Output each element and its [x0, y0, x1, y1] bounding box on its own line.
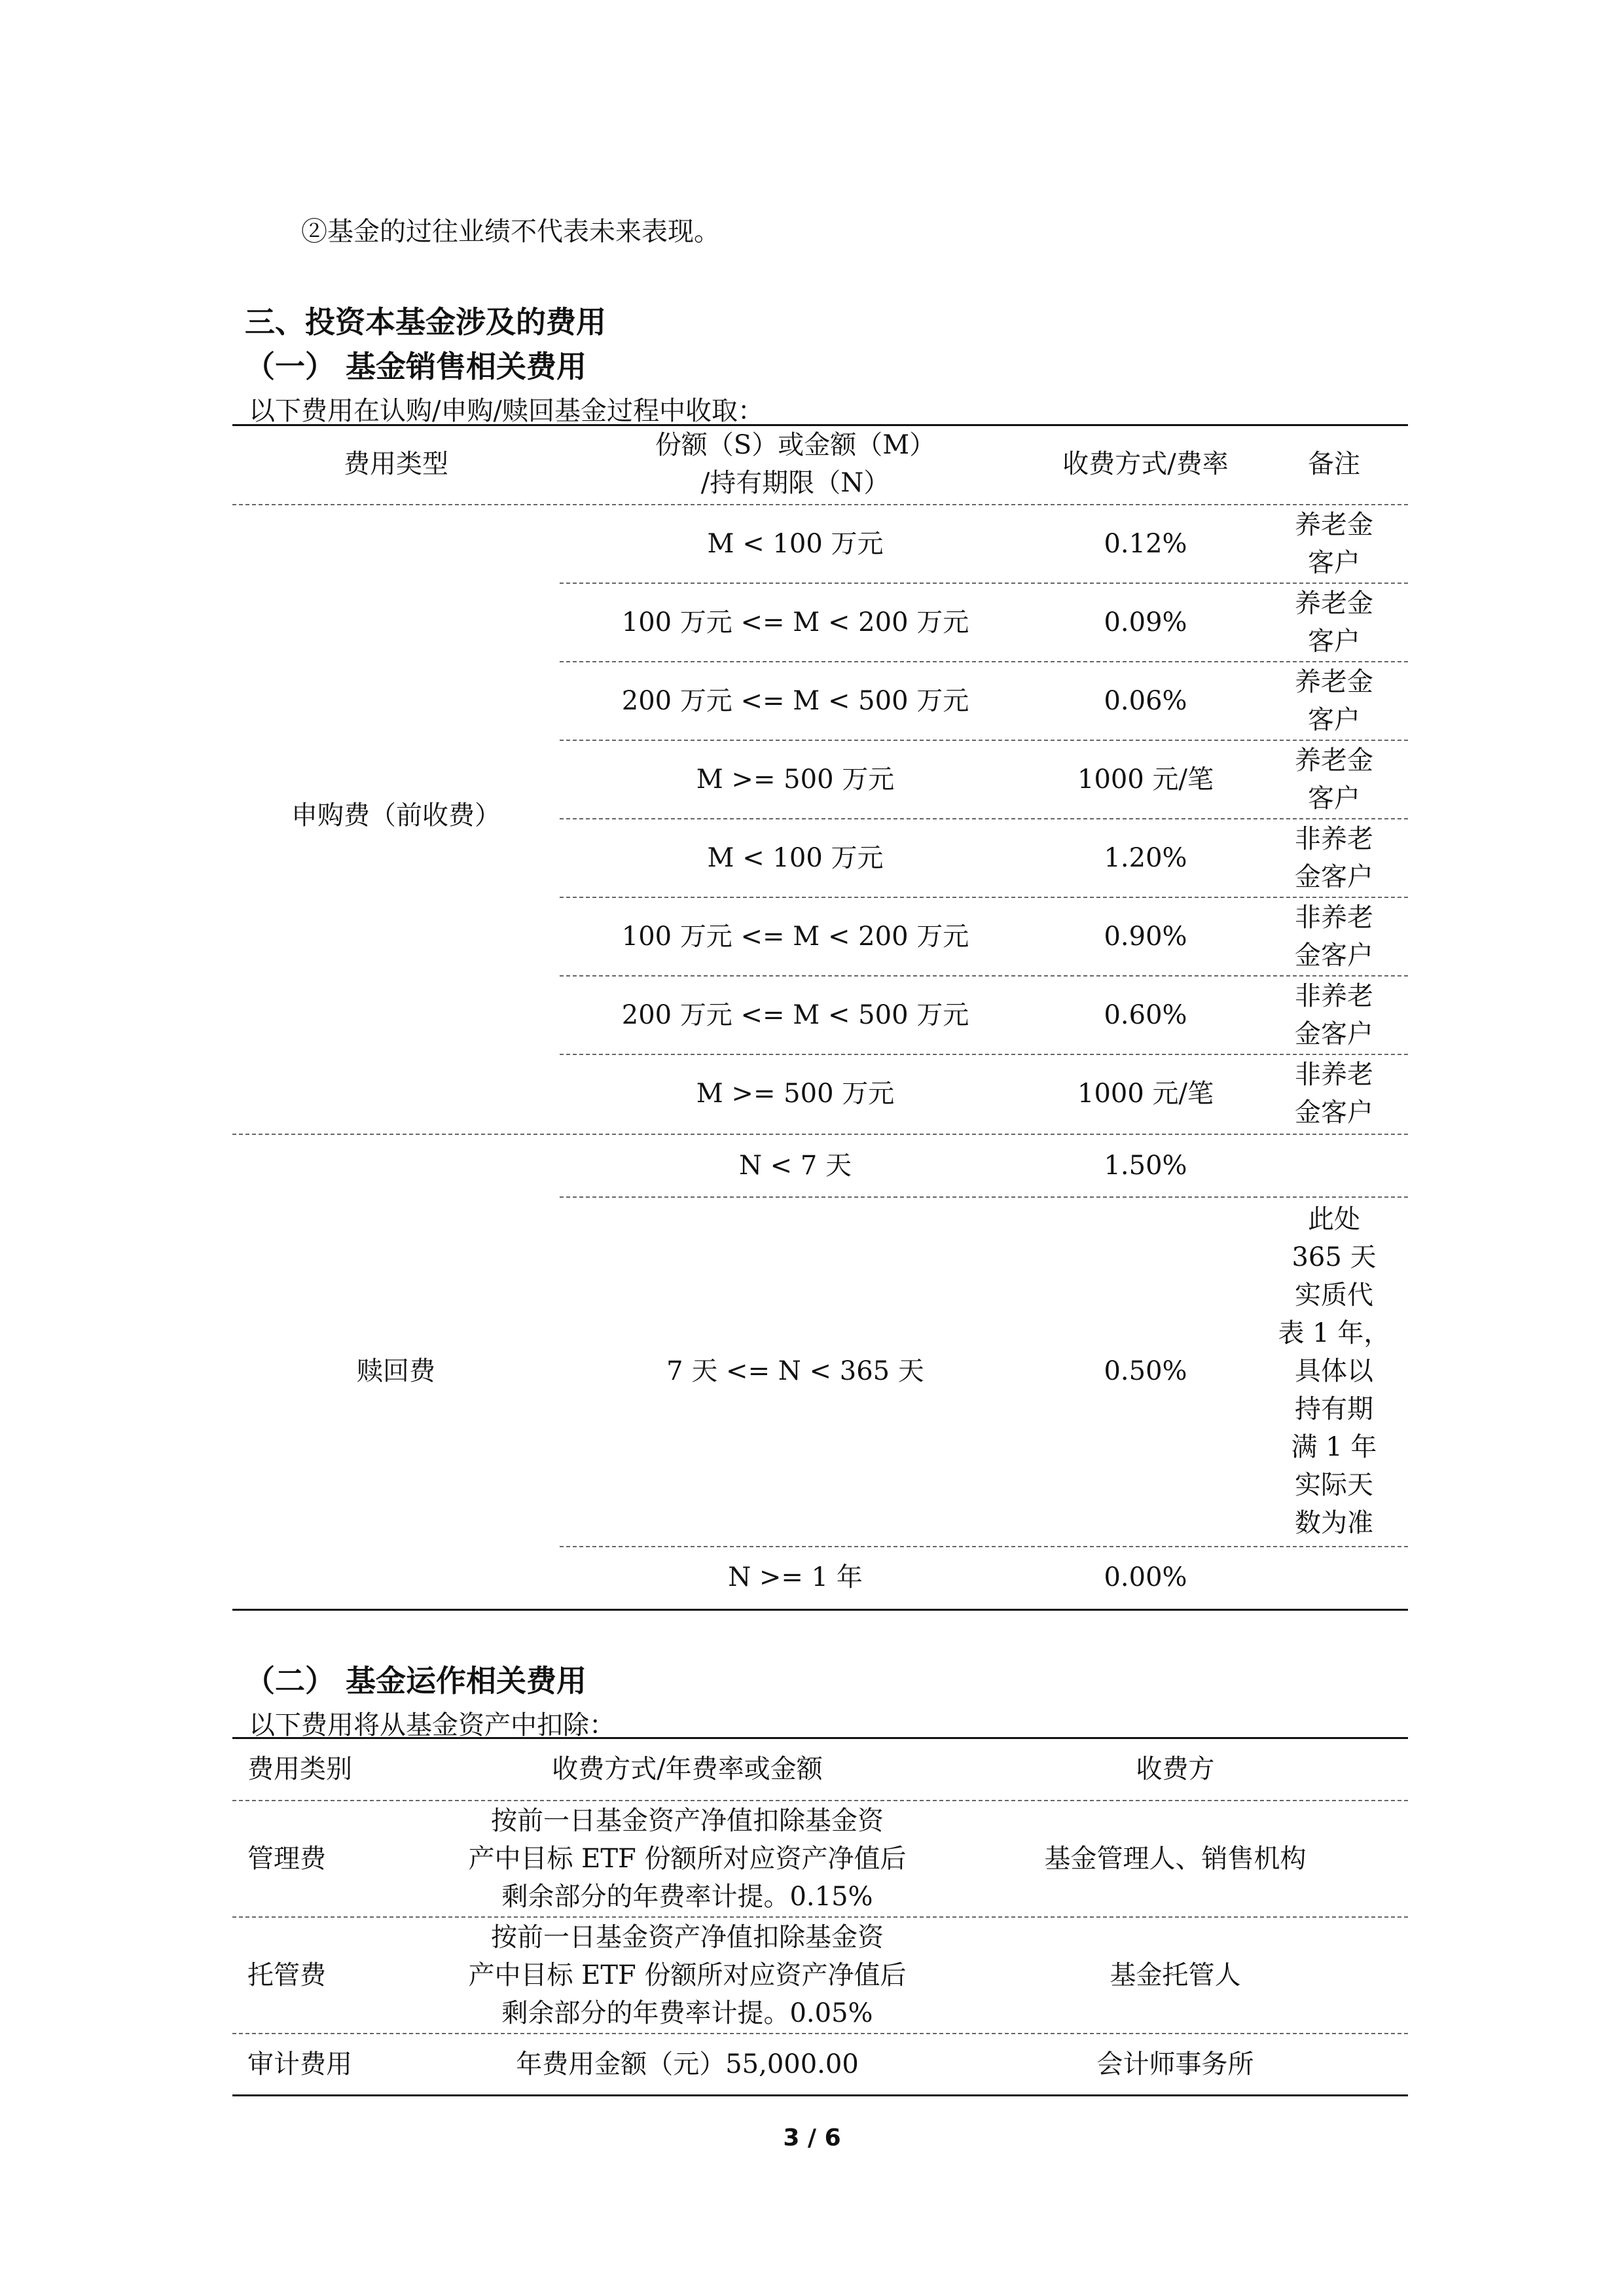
amount-range: 200 万元 <= M < 500 万元 — [621, 1000, 969, 1030]
header-rate: 收费方式/费率 — [1062, 449, 1229, 479]
fee-payee: 会计师事务所 — [1096, 2049, 1254, 2079]
fee-payee: 基金管理人、销售机构 — [1044, 1844, 1307, 1874]
fee-category: 托管费 — [247, 1960, 326, 1990]
fee-rate: 1000 元/笔 — [1077, 764, 1214, 795]
fee-method: 按前一日基金资产净值扣除基金资 产中目标 ETF 份额所对应资产净值后 剩余部分的年费率计提。0.05% — [468, 1922, 907, 2028]
fee-method: 年费用金额（元）55,000.00 — [516, 2049, 859, 2079]
table-bottom-border — [232, 1609, 1408, 1611]
amount-range: M >= 500 万元 — [696, 764, 895, 795]
header-fee-category: 费用类别 — [247, 1754, 352, 1784]
past-performance-note: ②基金的过往业绩不代表未来表现。 — [301, 217, 720, 247]
remark: 养老金 客户 — [1295, 588, 1373, 656]
remark: 养老金 客户 — [1295, 667, 1373, 735]
header-amount-period: 份额（S）或金额（M） /持有期限（N） — [655, 430, 936, 498]
table-bottom-border — [232, 2094, 1408, 2096]
fee-rate: 1000 元/笔 — [1077, 1079, 1214, 1109]
holding-period: N >= 1 年 — [728, 1562, 863, 1592]
fee-rate: 0.90% — [1104, 922, 1187, 952]
remark: 非养老 金客户 — [1295, 981, 1373, 1049]
remark: 养老金 客户 — [1295, 745, 1373, 814]
subsection-2-title: （二） 基金运作相关费用 — [245, 1663, 587, 1698]
fee-method: 按前一日基金资产净值扣除基金资 产中目标 ETF 份额所对应资产净值后 剩余部分的年费率计提。0.15% — [468, 1806, 907, 1912]
section-title: 三、投资本基金涉及的费用 — [245, 304, 606, 340]
amount-range: M < 100 万元 — [707, 843, 884, 873]
remark — [1260, 1135, 1408, 1196]
fee-rate: 1.20% — [1104, 843, 1187, 873]
header-remark: 备注 — [1308, 449, 1360, 479]
remark: 此处 365 天 实质代 表 1 年， 具体以 持有期 满 1 年 实际天 数为准 — [1278, 1204, 1390, 1538]
fee-category: 审计费用 — [247, 2049, 352, 2079]
amount-range: M < 100 万元 — [707, 529, 884, 559]
fee-rate: 0.09% — [1104, 607, 1187, 637]
amount-range: M >= 500 万元 — [696, 1079, 895, 1109]
remark — [1260, 1547, 1408, 1607]
fee-category: 管理费 — [247, 1844, 326, 1874]
header-method: 收费方式/年费率或金额 — [552, 1754, 823, 1784]
remark: 非养老 金客户 — [1295, 824, 1373, 892]
holding-period: N < 7 天 — [738, 1151, 852, 1181]
remark: 非养老 金客户 — [1295, 903, 1373, 971]
amount-range: 200 万元 <= M < 500 万元 — [621, 686, 969, 716]
subsection-1-intro: 以下费用在认购/申购/赎回基金过程中收取： — [249, 396, 764, 426]
fee-rate: 0.00% — [1104, 1562, 1187, 1592]
fee-rate: 1.50% — [1104, 1151, 1187, 1181]
subsection-1-title: （一） 基金销售相关费用 — [245, 349, 587, 384]
fee-payee: 基金托管人 — [1110, 1960, 1241, 1990]
page-number: 3 / 6 — [783, 2125, 841, 2151]
fee-type-subscription: 申购费（前收费） — [291, 800, 501, 831]
amount-range: 100 万元 <= M < 200 万元 — [621, 922, 969, 952]
header-fee-type: 费用类型 — [344, 449, 448, 479]
fee-rate: 0.12% — [1104, 529, 1187, 559]
fee-rate: 0.50% — [1104, 1356, 1187, 1386]
holding-period: 7 天 <= N < 365 天 — [666, 1356, 924, 1386]
remark: 养老金 客户 — [1295, 510, 1373, 578]
fee-rate: 0.60% — [1104, 1000, 1187, 1030]
amount-range: 100 万元 <= M < 200 万元 — [621, 607, 969, 637]
header-payee: 收费方 — [1136, 1754, 1215, 1784]
subsection-2-intro: 以下费用将从基金资产中扣除： — [249, 1710, 615, 1740]
fee-rate: 0.06% — [1104, 686, 1187, 716]
fee-type-redemption: 赎回费 — [357, 1356, 435, 1386]
remark: 非养老 金客户 — [1295, 1060, 1373, 1128]
